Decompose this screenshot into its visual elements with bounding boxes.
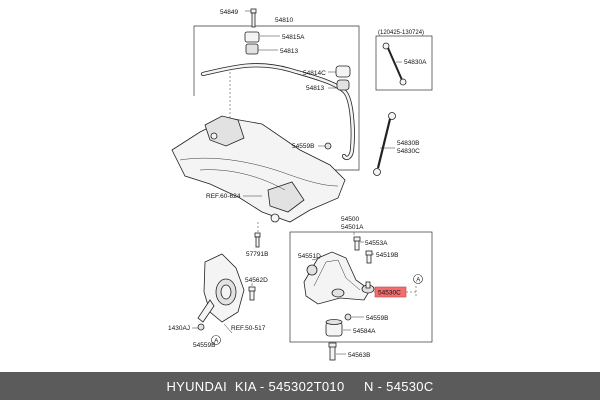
nut-54559B: [325, 143, 331, 149]
label-54563B: 54563B: [348, 352, 371, 359]
subframe-crossmember: [172, 116, 345, 222]
bolt-54849: [251, 9, 256, 27]
label-54810: 54810: [275, 17, 294, 24]
label-ref-60-624: REF.60-624: [206, 193, 241, 200]
label-54559B-b: 54559B: [366, 315, 389, 322]
label-54559B-c: 54559B: [193, 342, 216, 349]
nut-54559B-lower: [345, 314, 351, 320]
footer-text: HYUNDAI KIA - 545302T010 N - 54530C: [166, 378, 434, 394]
label-54501A: 54501A: [341, 224, 364, 231]
label-54815A: 54815A: [282, 34, 305, 41]
label-54849: 54849: [220, 9, 239, 16]
stabilizer-link-54830A: [383, 43, 406, 85]
label-54551D: 54551D: [298, 253, 321, 260]
label-54814C: 54814C: [303, 70, 326, 77]
bushing-54584A: [326, 320, 342, 337]
label-54813-b: 54813: [306, 85, 325, 92]
label-54500: 54500: [341, 216, 360, 223]
part-number-footer: [0, 372, 600, 400]
ball-joint-54530C: [362, 282, 374, 293]
label-54519B: 54519B: [376, 252, 399, 259]
label-54830B: 54830B: [397, 140, 420, 147]
bolt-54519B: [366, 251, 372, 263]
label-54530C: 54530C: [378, 289, 401, 297]
label-54813-a: 54813: [280, 48, 299, 55]
bolt-57791B: [255, 233, 260, 247]
bolt-54553A: [354, 237, 360, 250]
bushing-54814C: [336, 66, 350, 90]
label-54559B-a: 54559B: [292, 143, 315, 150]
label-ref-50-517: REF.50-517: [231, 325, 266, 332]
label-date-range: (120425-130724): [378, 30, 425, 36]
label-ref-a-right: A: [416, 277, 421, 284]
bushing-54815A: [245, 32, 259, 54]
nut-54559B-knuckle: [198, 324, 204, 330]
label-54553A: 54553A: [365, 240, 388, 247]
label-57791B: 57791B: [246, 251, 269, 258]
stabilizer-link-54830B: [374, 113, 396, 176]
steering-knuckle: [198, 254, 244, 322]
label-54584A: 54584A: [353, 328, 376, 335]
label-54830C: 54830C: [397, 148, 420, 155]
label-ref-a-left: A: [214, 338, 219, 345]
label-54830A: 54830A: [404, 59, 427, 66]
bolt-54563B: [329, 343, 336, 360]
bolt-54562D: [249, 287, 255, 300]
label-54562D: 54562D: [245, 277, 268, 284]
label-1430AJ: 1430AJ: [168, 325, 191, 332]
